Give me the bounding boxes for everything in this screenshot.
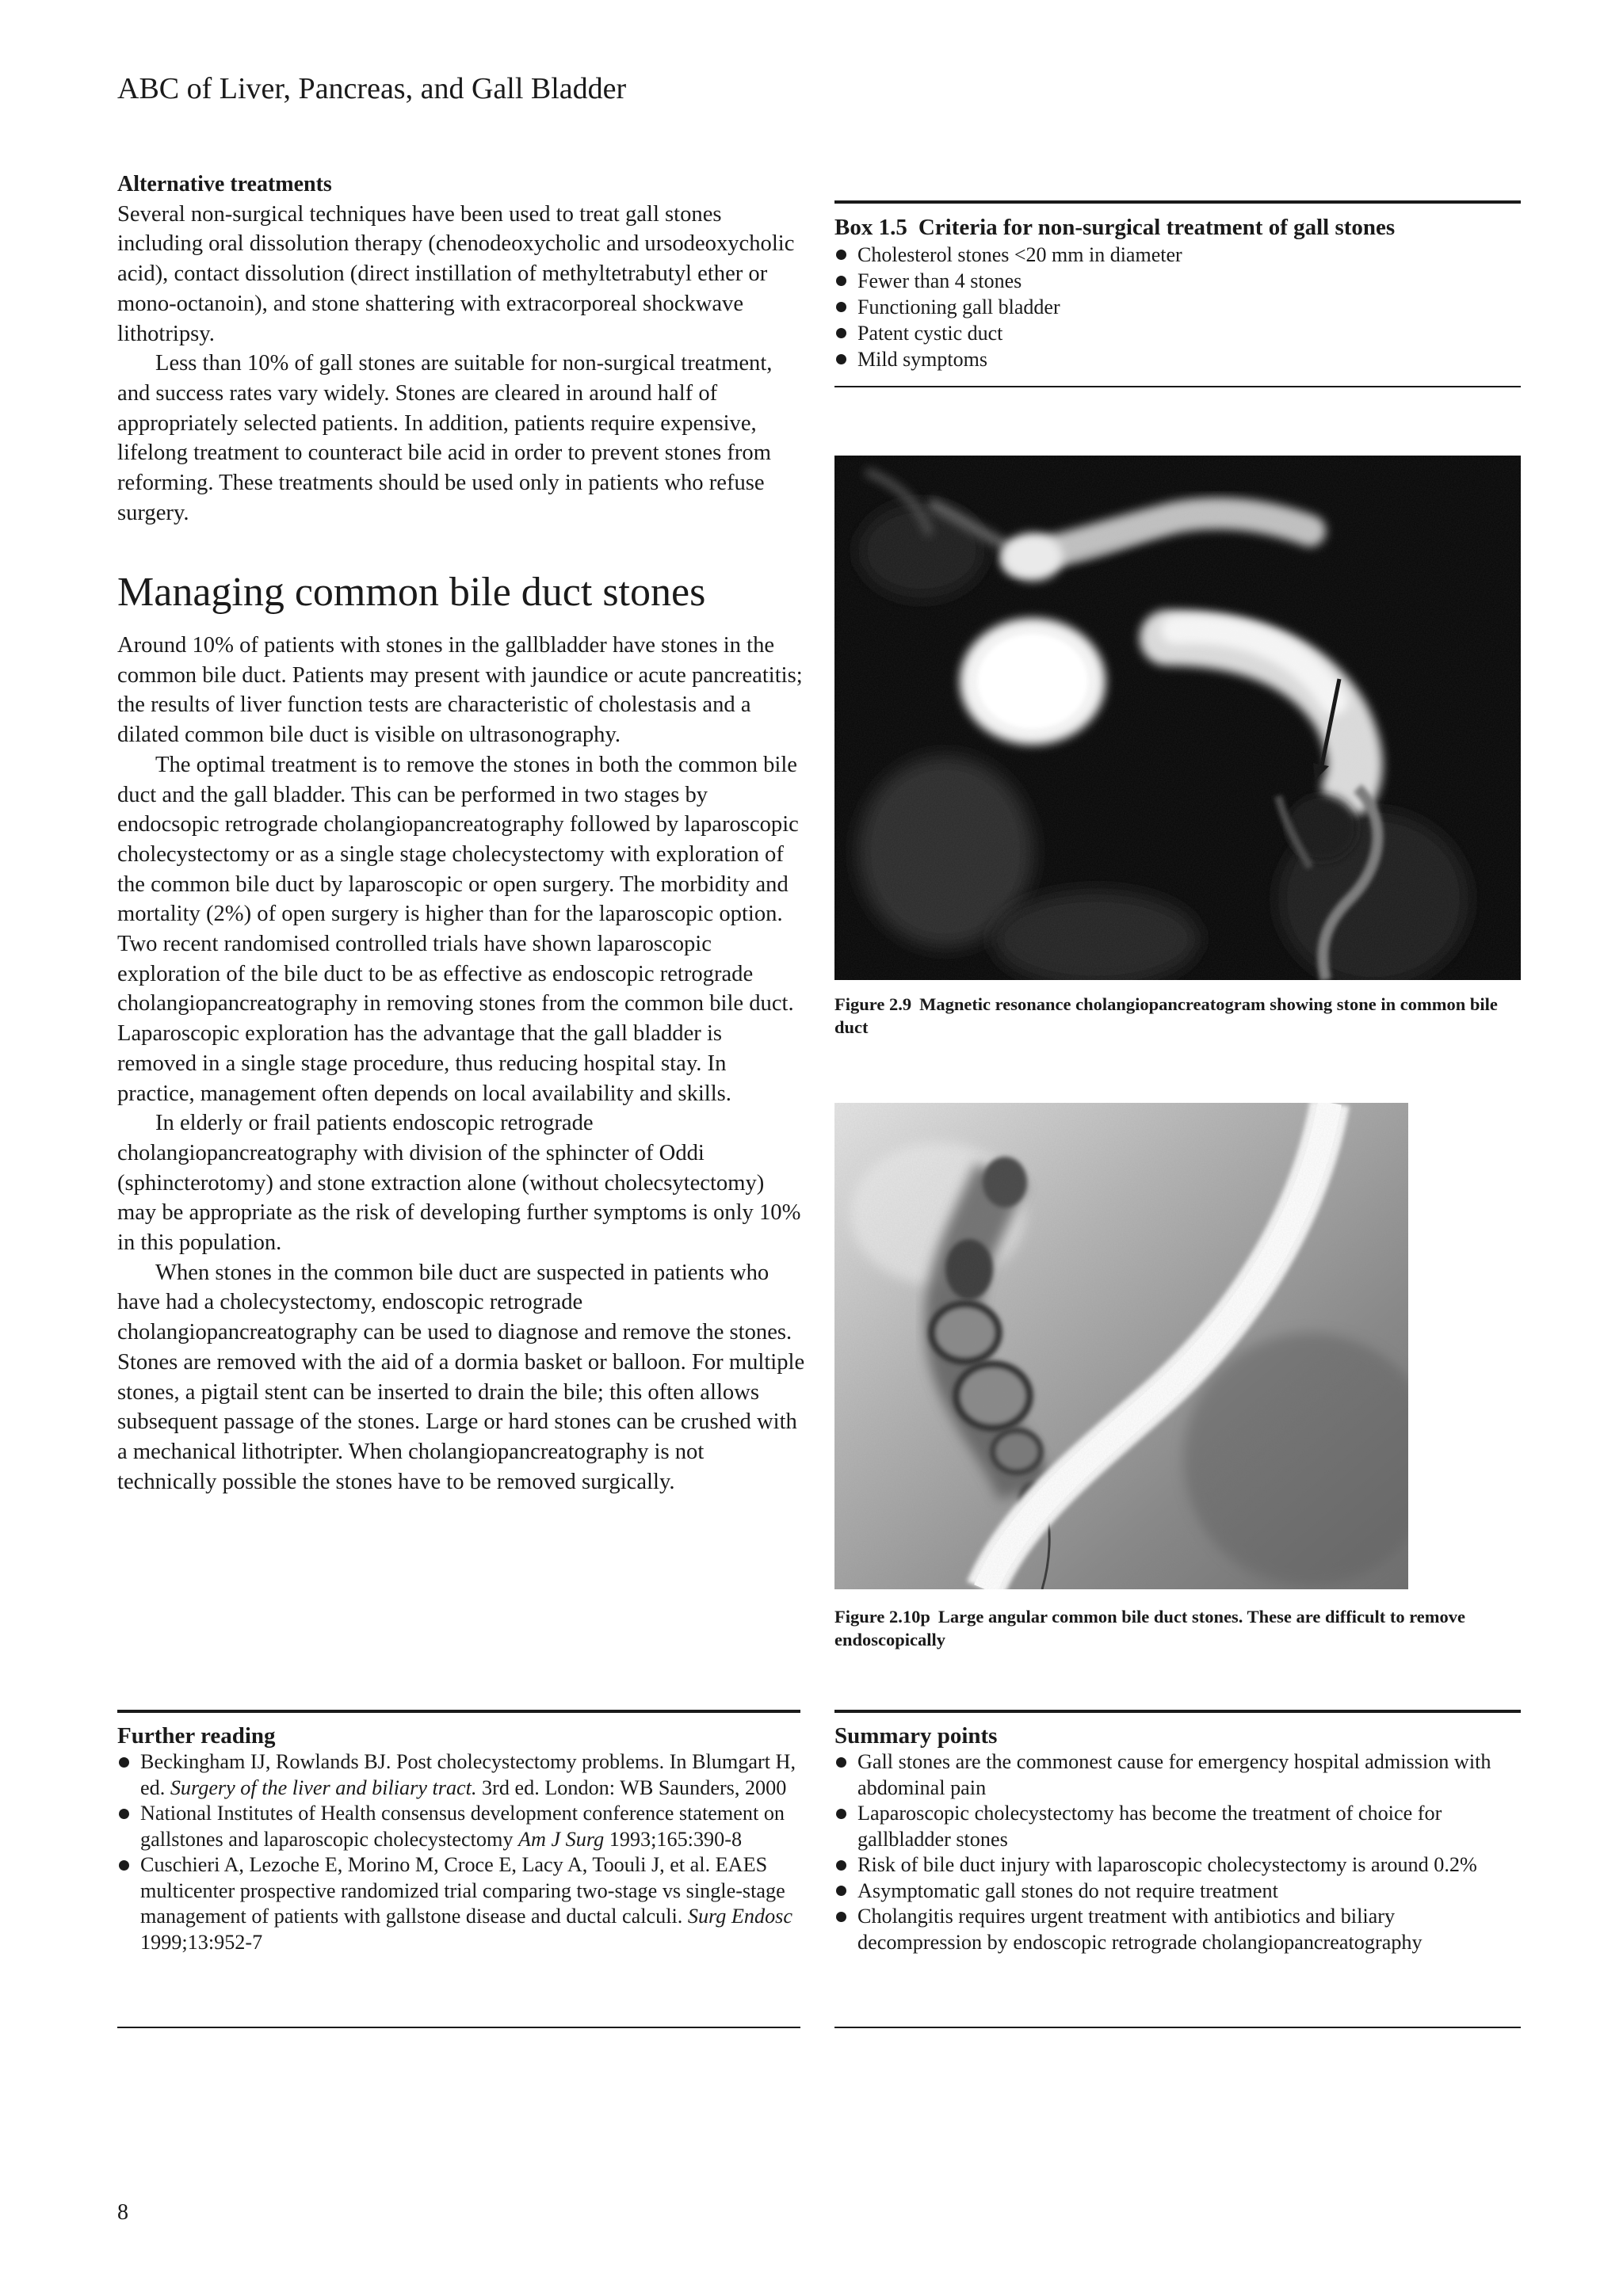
caption-text: Magnetic resonance cholangiopancreatogram showing stone in common bile duct (834, 994, 1498, 1037)
reference-source: Surg Endosc (687, 1905, 792, 1928)
reference-item (117, 1801, 800, 1852)
further-reading-heading: Further reading (117, 1723, 276, 1749)
further-reading-box (117, 1710, 800, 2028)
cbd-section-body (117, 631, 807, 1497)
criteria-box-title (834, 213, 1521, 242)
body-paragraph: Around 10% of patients with stones in the gallbladder have stones in the common bile duct. Patients may present with jaundice or acute pancreatitis; the results of liver function tests are characteristic of cholestasis and a dilated common bile duct is visible on ultrasonography. (117, 633, 803, 748)
box-label: Box 1.5 (834, 215, 907, 240)
list-item: Cholesterol stones <20 mm in diameter (834, 242, 1521, 268)
figure-2-9-caption (834, 993, 1521, 1039)
summary-points-box (834, 1710, 1521, 2028)
summary-points-list (834, 1749, 1521, 1955)
reference-source: Am J Surg (518, 1827, 605, 1851)
reference-item (117, 1852, 800, 1955)
running-head: ABC of Liver, Pancreas, and Gall Bladder (117, 72, 627, 105)
criteria-box (834, 200, 1521, 387)
body-paragraph: When stones in the common bile duct are suspected in patients who have had a cholecystectomy, endoscopic retrograde cholangiopancreatography can be used to diagnose and remove the stones. Stones are removed with the aid of a dormia basket or balloon. For multiple stones, a pigtail stent can be inserted to drain the bile; this often allows subsequent passage of the stones. Large or hard stones can be crushed with a mechanical lithotripter. When cholangiopancreatography is not technically possible the stones have to be removed surgically. (117, 1260, 805, 1494)
mrcp-image (834, 456, 1521, 980)
reference-item (117, 1749, 800, 1801)
figure-2-9-image (834, 456, 1521, 980)
section-title: Managing common bile duct stones (117, 570, 706, 615)
reference-text: Cuschieri A, Lezoche E, Morino M, Croce E, Lacy A, Toouli J, et al. EAES multicenter prospective randomized trial comparing two-stage vs single-stage management of patients with gallstone disease and ductal calculi. (140, 1853, 785, 1928)
criteria-list (834, 242, 1521, 372)
further-reading-list (117, 1749, 800, 1955)
list-item: Fewer than 4 stones (834, 268, 1521, 294)
figure-label: Figure 2.10p (834, 1607, 930, 1627)
cholangiogram-image (834, 1103, 1408, 1589)
list-item: Gall stones are the commonest cause for emergency hospital admission with abdominal pain (834, 1749, 1521, 1801)
reference-text: National Institutes of Health consensus development conference statement on gallstones and laparoscopic cholecystectomy (140, 1802, 785, 1851)
page-number: 8 (117, 2200, 128, 2225)
reference-details: 1993;165:390-8 (604, 1827, 743, 1851)
figure-2-10p-image (834, 1103, 1408, 1589)
box-title-text: Criteria for non-surgical treatment of gall stones (918, 215, 1396, 240)
list-item: Laparoscopic cholecystectomy has become the treatment of choice for gallbladder stones (834, 1801, 1521, 1852)
reference-details: 1999;13:952-7 (140, 1930, 263, 1954)
list-item: Functioning gall bladder (834, 294, 1521, 320)
figure-label: Figure 2.9 (834, 994, 912, 1014)
summary-points-heading: Summary points (834, 1723, 998, 1749)
list-item: Cholangitis requires urgent treatment with antibiotics and biliary decompression by endoscopic retrograde cholangiopancreatography (834, 1904, 1521, 1955)
body-paragraph: In elderly or frail patients endoscopic retrograde cholangiopancreatography with division of the sphincter of Oddi (sphincterotomy) and stone extraction alone (without cholecsytectomy) may be appropriate as the risk of developing further symptoms is only 10% in this population. (117, 1111, 801, 1256)
reference-details: 3rd ed. London: WB Saunders, 2000 (476, 1775, 787, 1799)
list-item: Asymptomatic gall stones do not require treatment (834, 1878, 1521, 1905)
reference-text: Beckingham IJ, Rowlands BJ. Post cholecystectomy problems. In Blumgart H, ed. (140, 1750, 796, 1799)
body-paragraph: The optimal treatment is to remove the stones in both the common bile duct and the gall bladder. This can be performed in two stages by endocsopic retrograde cholangiopancreatography followed by laparoscopic cholecystectomy or as a single stage cholecystectomy with exploration of the common bile duct by laparoscopic or open surgery. The morbidity and mortality (2%) of open surgery is higher than for the laparoscopic option. Two recent randomised controlled trials have shown laparoscopic exploration of the bile duct to be as effective as endoscopic retrograde cholangiopancreatography in removing stones from the common bile duct. Laparoscopic exploration has the advantage that the gall bladder is removed in a single stage procedure, thus reducing hospital stay. In practice, management often depends on local availability and skills. (117, 752, 799, 1106)
body-paragraph: Several non-surgical techniques have been used to treat gall stones including oral dissolution therapy (chenodeoxycholic and ursodeoxycholic acid), contact dissolution (direct instillation of methyltetrabutyl ether or mono-octanoin), and stone shattering with extracorporeal shockwave lithotripsy. (117, 201, 795, 346)
list-item: Risk of bile duct injury with laparoscopic cholecystectomy is around 0.2% (834, 1852, 1521, 1878)
figure-2-10p-caption (834, 1605, 1521, 1651)
list-item: Mild symptoms (834, 346, 1521, 372)
caption-text: Large angular common bile duct stones. These are difficult to remove endoscopically (834, 1607, 1465, 1650)
reference-source: Surgery of the liver and biliary tract. (170, 1775, 477, 1799)
alternative-treatments-section (117, 170, 807, 528)
alternative-treatments-heading: Alternative treatments (117, 172, 332, 196)
body-paragraph: Less than 10% of gall stones are suitable for non-surgical treatment, and success rates vary widely. Stones are cleared in around half of appropriately selected patients. In addition, patients require expensive, lifelong treatment to counteract bile acid in order to prevent stones from reforming. These treatments should be used only in patients who refuse surgery. (117, 351, 773, 525)
list-item: Patent cystic duct (834, 320, 1521, 346)
